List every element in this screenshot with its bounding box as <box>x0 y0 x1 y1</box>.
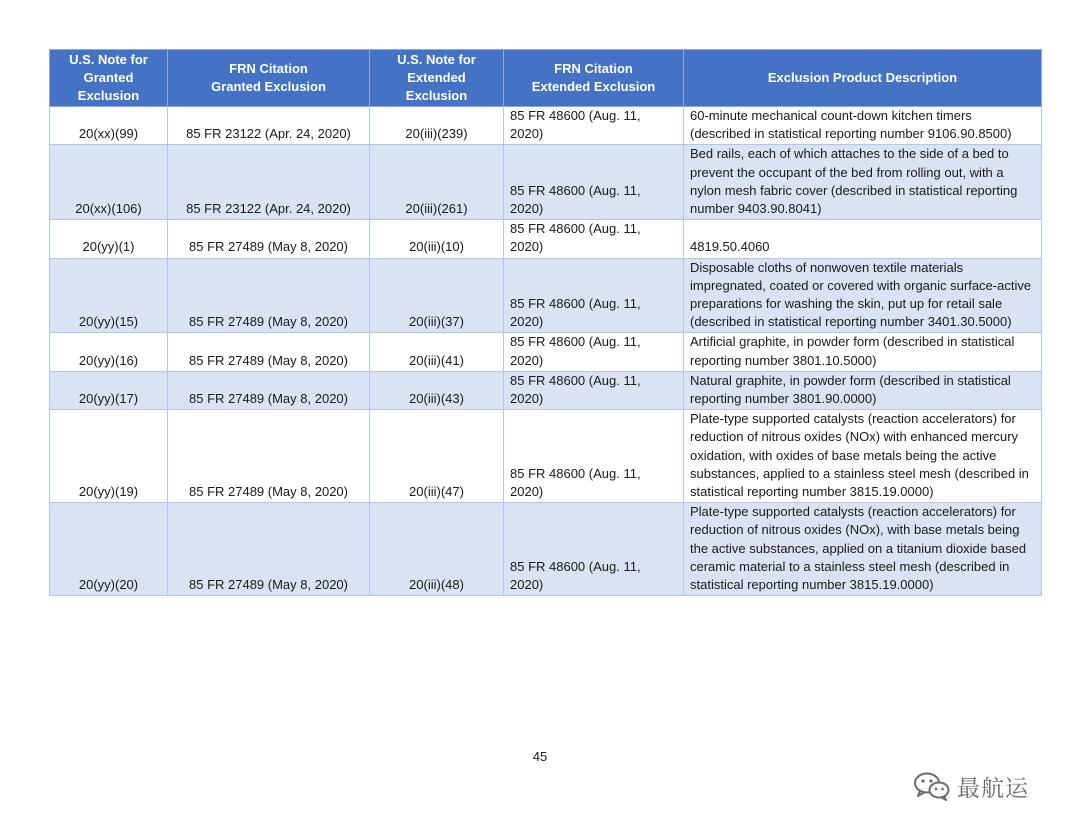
cell-description: Plate-type supported catalysts (reaction accelerators) for reduction of nitrous oxides (NOx) with enhanced mercury oxidation, with oxides of base metals being the active substances, applied to a stainless steel mesh (described in statistical reporting number 3815.19.0000) <box>684 410 1042 503</box>
cell-extended-note: 20(iii)(43) <box>370 371 504 409</box>
cell-granted-frn: 85 FR 27489 (May 8, 2020) <box>168 410 370 503</box>
cell-extended-note: 20(iii)(41) <box>370 333 504 371</box>
cell-granted-note: 20(yy)(1) <box>50 220 168 258</box>
page-number: 45 <box>532 749 548 764</box>
cell-extended-frn: 85 FR 48600 (Aug. 11, 2020) <box>504 333 684 371</box>
cell-granted-frn: 85 FR 27489 (May 8, 2020) <box>168 371 370 409</box>
header-extended-frn: FRN Citation Extended Exclusion <box>504 50 684 107</box>
cell-granted-frn: 85 FR 27489 (May 8, 2020) <box>168 258 370 333</box>
cell-granted-note: 20(yy)(17) <box>50 371 168 409</box>
table-row <box>50 503 1042 596</box>
table-header <box>50 50 1042 107</box>
cell-extended-frn: 85 FR 48600 (Aug. 11, 2020) <box>504 145 684 220</box>
cell-description: Artificial graphite, in powder form (described in statistical reporting number 3801.10.5000) <box>684 333 1042 371</box>
header-granted-frn: FRN Citation Granted Exclusion <box>168 50 370 107</box>
cell-description: Natural graphite, in powder form (described in statistical reporting number 3801.90.0000) <box>684 371 1042 409</box>
header-granted-note: U.S. Note for Granted Exclusion <box>50 50 168 107</box>
table-row <box>50 258 1042 333</box>
cell-granted-frn: 85 FR 23122 (Apr. 24, 2020) <box>168 145 370 220</box>
cell-extended-frn: 85 FR 48600 (Aug. 11, 2020) <box>504 258 684 333</box>
watermark-text: 最航运 <box>957 775 1029 802</box>
cell-description: 60-minute mechanical count-down kitchen timers (described in statistical reporting number 9106.90.8500) <box>684 107 1042 145</box>
cell-granted-note: 20(xx)(99) <box>50 107 168 145</box>
cell-extended-frn: 85 FR 48600 (Aug. 11, 2020) <box>504 107 684 145</box>
cell-extended-frn: 85 FR 48600 (Aug. 11, 2020) <box>504 503 684 596</box>
cell-description: Disposable cloths of nonwoven textile materials impregnated, coated or covered with organic surface-active preparations for washing the skin, put up for retail sale (described in statistical reporting number 3401.30.5000) <box>684 258 1042 333</box>
table-row <box>50 410 1042 503</box>
cell-granted-frn: 85 FR 27489 (May 8, 2020) <box>168 503 370 596</box>
cell-extended-frn: 85 FR 48600 (Aug. 11, 2020) <box>504 371 684 409</box>
cell-description: Plate-type supported catalysts (reaction accelerators) for reduction of nitrous oxides (NOx), with base metals being the active substances, applied on a titanium dioxide based ceramic material to a stainless steel mesh (described in statistical reporting number 3815.19.0000) <box>684 503 1042 596</box>
wechat-icon <box>913 771 951 801</box>
cell-granted-note: 20(yy)(16) <box>50 333 168 371</box>
watermark <box>913 766 1029 806</box>
header-description: Exclusion Product Description <box>684 50 1042 107</box>
cell-extended-note: 20(iii)(47) <box>370 410 504 503</box>
cell-extended-note: 20(iii)(239) <box>370 107 504 145</box>
cell-granted-note: 20(yy)(15) <box>50 258 168 333</box>
table-row <box>50 107 1042 145</box>
cell-granted-note: 20(yy)(20) <box>50 503 168 596</box>
cell-granted-frn: 85 FR 23122 (Apr. 24, 2020) <box>168 107 370 145</box>
cell-description: 4819.50.4060 <box>684 220 1042 258</box>
table-row <box>50 145 1042 220</box>
exclusion-table-container <box>49 49 1041 596</box>
cell-granted-frn: 85 FR 27489 (May 8, 2020) <box>168 333 370 371</box>
cell-extended-note: 20(iii)(48) <box>370 503 504 596</box>
cell-description: Bed rails, each of which attaches to the side of a bed to prevent the occupant of the bed from rolling out, with a nylon mesh fabric cover (described in statistical reporting number 9403.90.8041) <box>684 145 1042 220</box>
cell-extended-note: 20(iii)(37) <box>370 258 504 333</box>
table-row <box>50 220 1042 258</box>
cell-granted-note: 20(xx)(106) <box>50 145 168 220</box>
cell-extended-frn: 85 FR 48600 (Aug. 11, 2020) <box>504 410 684 503</box>
table-body <box>50 107 1042 596</box>
table-row <box>50 371 1042 409</box>
header-extended-note: U.S. Note for Extended Exclusion <box>370 50 504 107</box>
header-row <box>50 50 1042 107</box>
table-row <box>50 333 1042 371</box>
cell-extended-note: 20(iii)(10) <box>370 220 504 258</box>
exclusion-table <box>49 49 1042 596</box>
cell-granted-frn: 85 FR 27489 (May 8, 2020) <box>168 220 370 258</box>
cell-extended-note: 20(iii)(261) <box>370 145 504 220</box>
cell-granted-note: 20(yy)(19) <box>50 410 168 503</box>
cell-extended-frn: 85 FR 48600 (Aug. 11, 2020) <box>504 220 684 258</box>
